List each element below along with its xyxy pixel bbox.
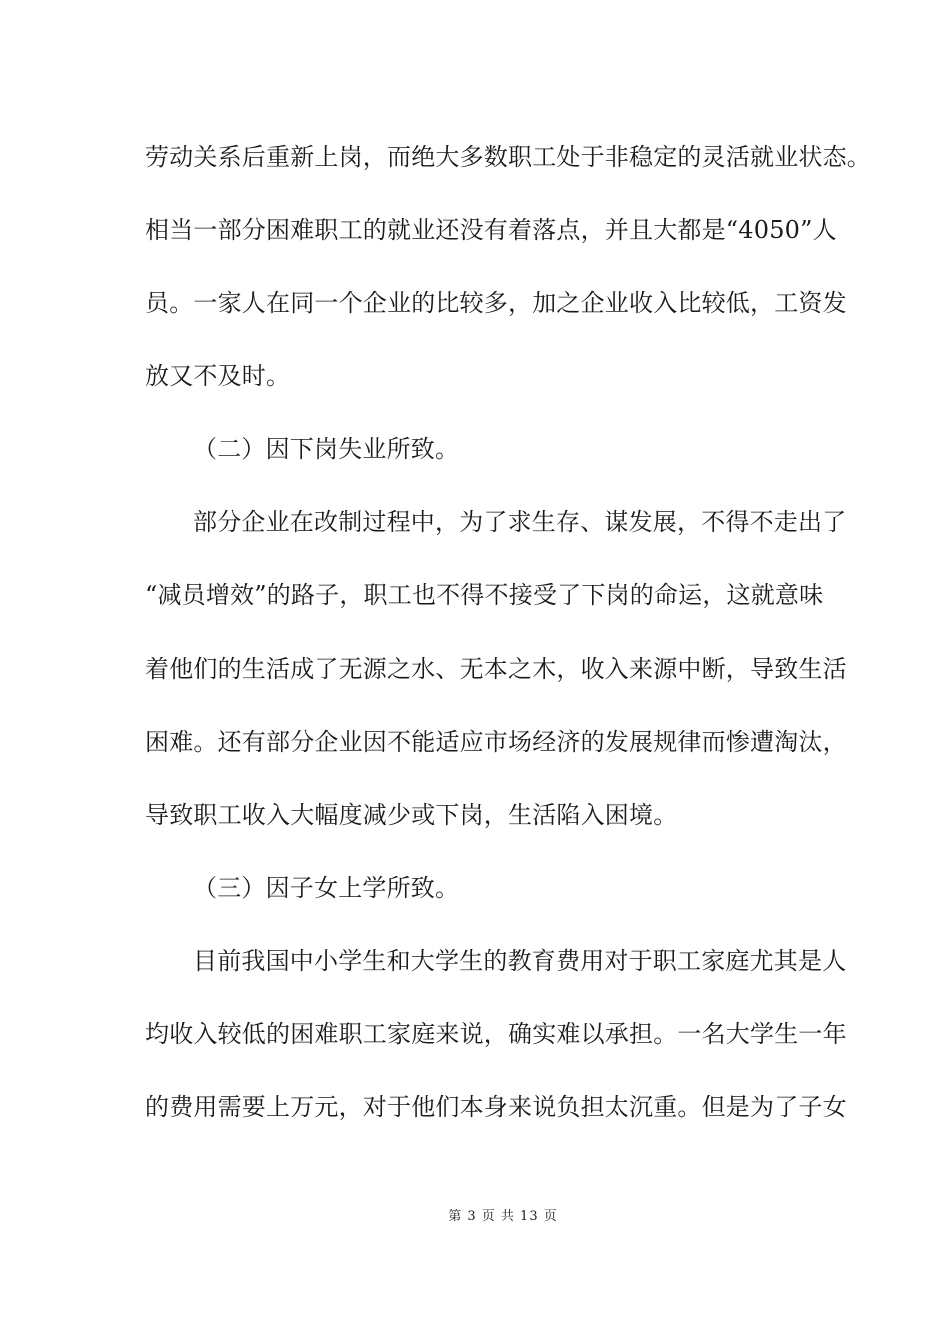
paragraph-first-line: 目前我国中小学生和大学生的教育费用对于职工家庭尤其是人 (193, 947, 847, 975)
page-number: 第 3 页 共 13 页 (448, 1209, 558, 1224)
text-line: 员。一家人在同一个企业的比较多，加之企业收入比较低，工资发 (145, 289, 847, 317)
text-line: 相当一部分困难职工的就业还没有着落点，并且大都是“4050”人 (145, 216, 837, 244)
text-line: 的费用需要上万元，对于他们本身来说负担太沉重。但是为了子女 (145, 1093, 847, 1121)
section-heading: （二）因下岗失业所致。 (193, 435, 460, 463)
section-heading: （三）因子女上学所致。 (193, 874, 460, 902)
text-line: 放又不及时。 (145, 362, 291, 390)
text-line: 困难。还有部分企业因不能适应市场经济的发展规律而惨遭淘汰， (145, 728, 847, 756)
page-footer (0, 1208, 950, 1226)
text-line: 劳动关系后重新上岗，而绝大多数职工处于非稳定的灵活就业状态。 (145, 143, 871, 171)
text-line: 均收入较低的困难职工家庭来说，确实难以承担。一名大学生一年 (145, 1020, 847, 1048)
text-line: “减员增效”的路子，职工也不得不接受了下岗的命运，这就意味 (145, 581, 824, 609)
text-line: 导致职工收入大幅度减少或下岗，生活陷入困境。 (145, 801, 678, 829)
paragraph-first-line: 部分企业在改制过程中，为了求生存、谋发展，不得不走出了 (193, 508, 847, 536)
text-line: 着他们的生活成了无源之水、无本之木，收入来源中断，导致生活 (145, 655, 847, 683)
